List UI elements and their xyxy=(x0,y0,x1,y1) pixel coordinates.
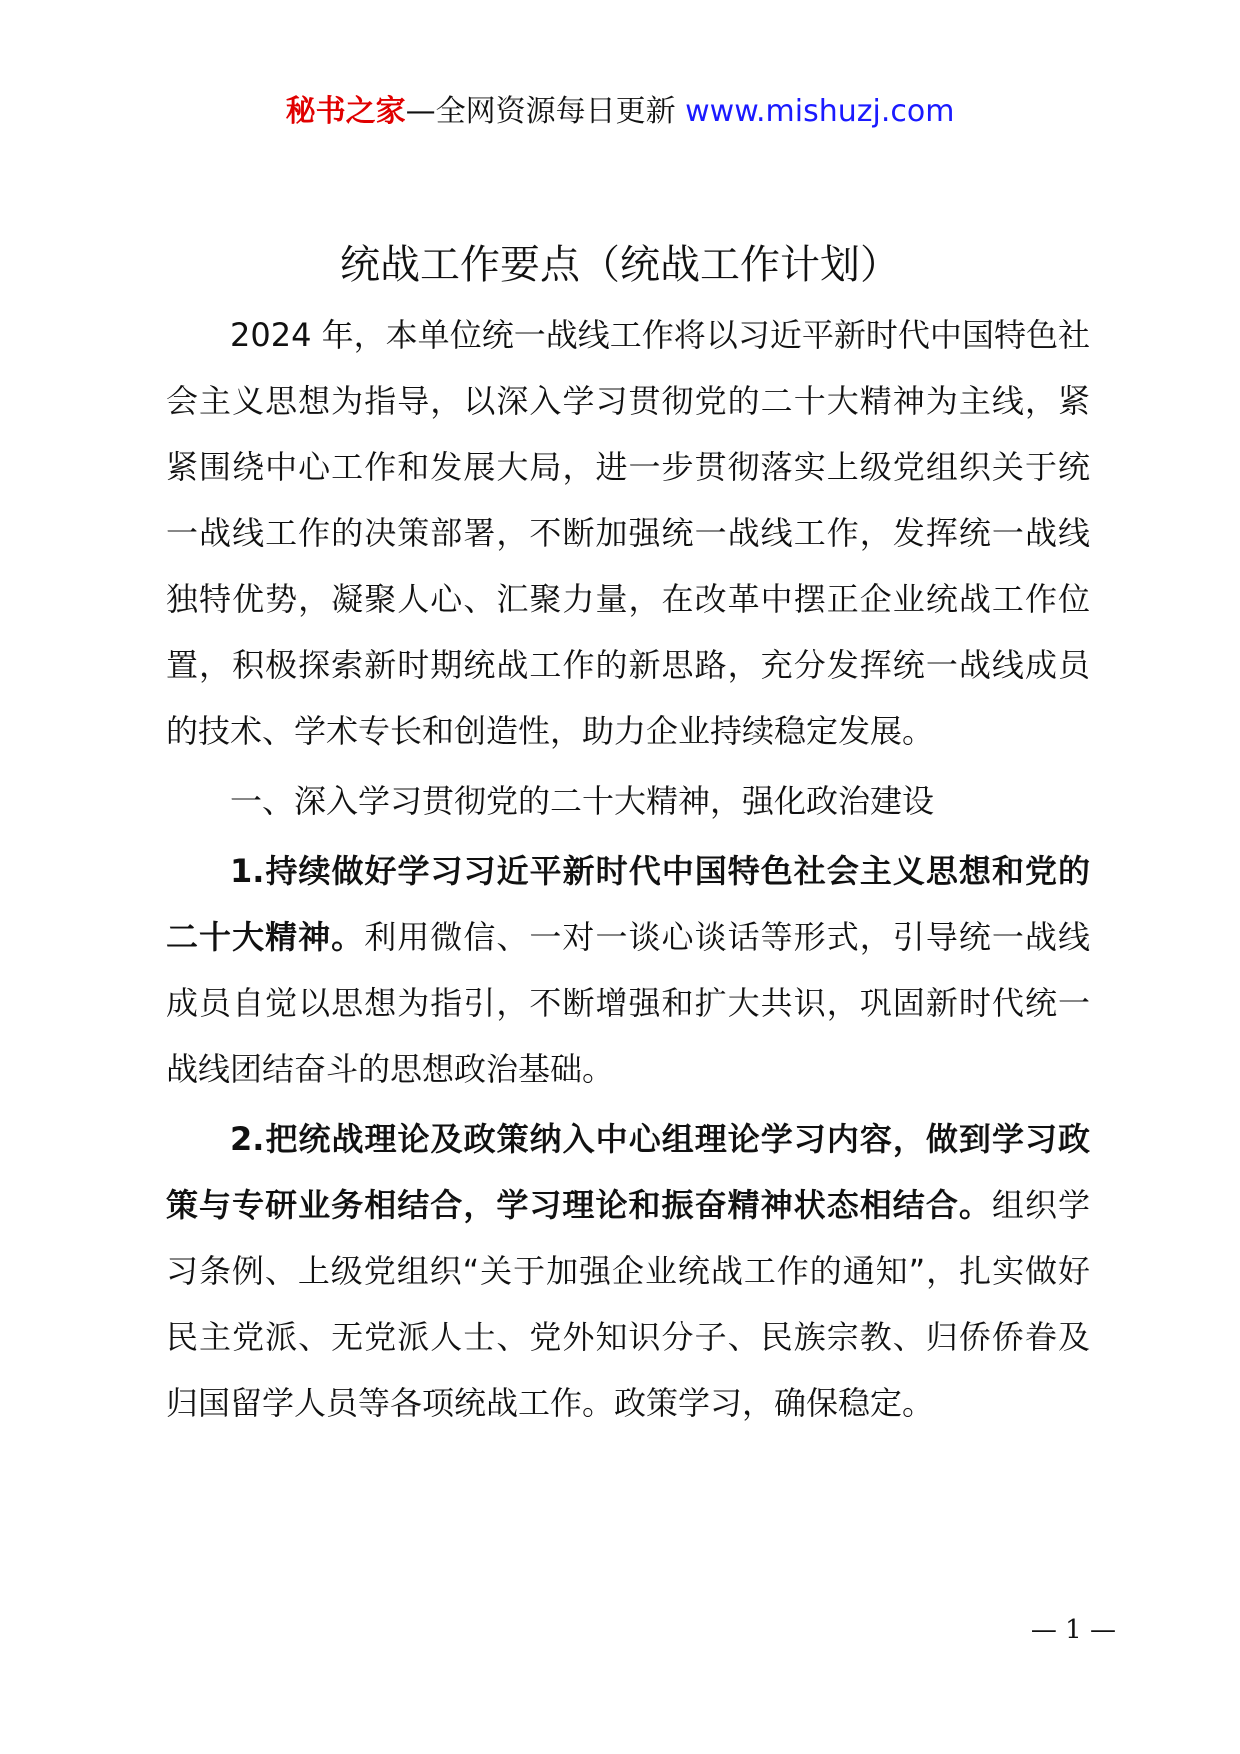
item-1-lead: 1.持续做好学习习近平新时代中国特色社会主义思想和党的二十大精神。 xyxy=(166,852,1090,956)
item-1-text: 利用微信、一对一谈心谈话等形式，引导统一战线成员自觉以思想为指引，不断增强和扩大共识，巩固新时代统一战线团结奋斗的思想政治基础。 xyxy=(166,918,1090,1088)
document-title: 统战工作要点（统战工作计划） xyxy=(340,242,900,288)
site-url: www.mishuzj.com xyxy=(685,94,955,129)
site-brand: 秘书之家 xyxy=(285,94,406,129)
section-1-heading: 一、深入学习贯彻党的二十大精神，强化政治建设 xyxy=(230,782,935,820)
item-2-text: 组织学习条例、上级党组织“关于加强企业统战工作的通知”，扎实做好民主党派、无党派人士、党外知识分子、民族宗教、归侨侨眷及归国留学人员等各项统战工作。政策学习，确保稳定。 xyxy=(166,1186,1090,1422)
item-2-lead: 2.把统战理论及政策纳入中心组理论学习内容，做到学习政策与专研业务相结合，学习理论和振奋精神状态相结合。 xyxy=(166,1120,1090,1224)
document-body xyxy=(166,302,1090,1436)
site-tagline: —全网资源每日更新 xyxy=(405,94,676,129)
page-number: — 1 — xyxy=(1030,1615,1116,1645)
item-2-paragraph xyxy=(166,1106,1090,1436)
site-header xyxy=(0,92,1240,132)
item-1-paragraph xyxy=(166,838,1090,1102)
intro-paragraph: 2024 年，本单位统一战线工作将以习近平新时代中国特色社会主义思想为指导，以深入学习贯彻党的二十大精神为主线，紧紧围绕中心工作和发展大局，进一步贯彻落实上级党组织关于统一战线工作的决策部署，不断加强统一战线工作，发挥统一战线独特优势，凝聚人心、汇聚力量，在改革中摆正企业统战工作位置，积极探索新时期统战工作的新思路，充分发挥统一战线成员的技术、学术专长和创造性，助力企业持续稳定发展。 xyxy=(166,316,1090,750)
